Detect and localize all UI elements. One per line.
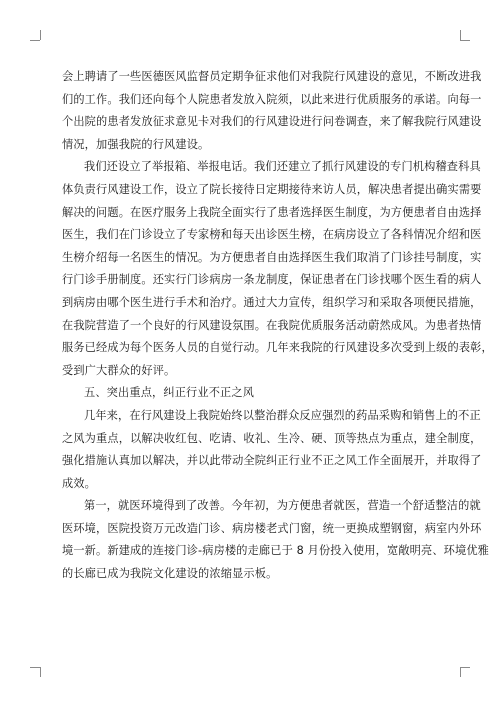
text-line: 境一新。新建成的连接门诊-病房楼的走廊已于 8 月份投入使用，宽敞明亮、环境优雅 (62, 544, 490, 558)
text-line: 服务已经成为每个医务人员的自觉行动。几年来我院的行风建设多次受到上级的表彰， (62, 341, 493, 355)
text-line: 情况，加强我院的行风建设。 (62, 137, 210, 151)
text-line: 第一，就医环境得到了改善。今年初，为方便患者就医，营造一个舒适整洁的就 (84, 499, 481, 513)
crop-mark-bottom-left-h (30, 667, 40, 668)
document-body (62, 66, 493, 586)
text-line: 行门诊手册制度。还实行门诊病房一条龙制度，保证患者在门诊找哪个医生看的病人 (62, 273, 482, 287)
text-line: 的长廊已成为我院文化建设的浓缩显示板。 (62, 567, 278, 581)
crop-mark-top-left-h (30, 40, 40, 41)
crop-mark-top-right-h (460, 40, 470, 41)
text-line: 个出院的患者发放征求意见卡对我们的行风建设进行问卷调查，来了解我院行风建设 (62, 115, 482, 129)
crop-mark-bottom-right-h (460, 667, 470, 668)
text-line: 生榜介绍每一名医生的情况。为方便患者自由选择医生我们取消了门诊挂号制度，实 (62, 250, 482, 264)
crop-mark-bottom-right-v (460, 667, 461, 677)
text-line: 医环境，医院投资万元改造门诊、病房楼老式门窗，统一更换成塑钢窗，病室内外环 (62, 521, 482, 535)
text-line: 五、突出重点，纠正行业不正之风 (84, 386, 255, 400)
text-line: 医生，我们在门诊设立了专家榜和每天出诊医生榜，在病房设立了各科情况介绍和医 (62, 228, 482, 242)
text-line: 在我院营造了一个良好的行风建设氛围。在我院优质服务活动蔚然成风。为患者热情 (62, 318, 482, 332)
text-line: 们的工作。我们还向每个人院患者发放入院须，以此来进行优质服务的承诺。向每一 (62, 92, 482, 106)
text-line: 解决的问题。在医疗服务上我院全面实行了患者选择医生制度，为方便患者自由选择 (62, 205, 482, 219)
text-line: 体负责行风建设工作，设立了院长接待日定期接待来访人员，解决患者提出确实需要 (62, 182, 482, 196)
crop-mark-top-right-v (460, 30, 461, 40)
text-line: 之风为重点，以解决收红包、吃请、收礼、生冷、硬、顶等热点为重点，建全制度， (62, 431, 482, 445)
text-line: 会上聘请了一些医德医风监督员定期争征求他们对我院行风建设的意见，不断改进我 (62, 70, 482, 83)
text-line: 受到广大群众的好评。 (62, 363, 176, 377)
text-line: 几年来，在行风建设上我院始终以整治群众反应强烈的药品采购和销售上的不正 (84, 408, 481, 422)
crop-mark-bottom-left-v (40, 667, 41, 677)
text-line: 到病房由哪个医生进行手术和治疗。通过大力宣传，组织学习和采取各项便民措施， (62, 295, 482, 309)
text-line: 我们还设立了举报箱、举报电话。我们还建立了抓行风建设的专门机构稽查科具 (84, 160, 481, 174)
crop-mark-top-left-v (40, 30, 41, 40)
text-line: 成效。 (62, 476, 97, 490)
text-line: 强化措施认真加以解决，并以此带动全院纠正行业不正之风工作全面展开，并取得了 (62, 454, 482, 468)
